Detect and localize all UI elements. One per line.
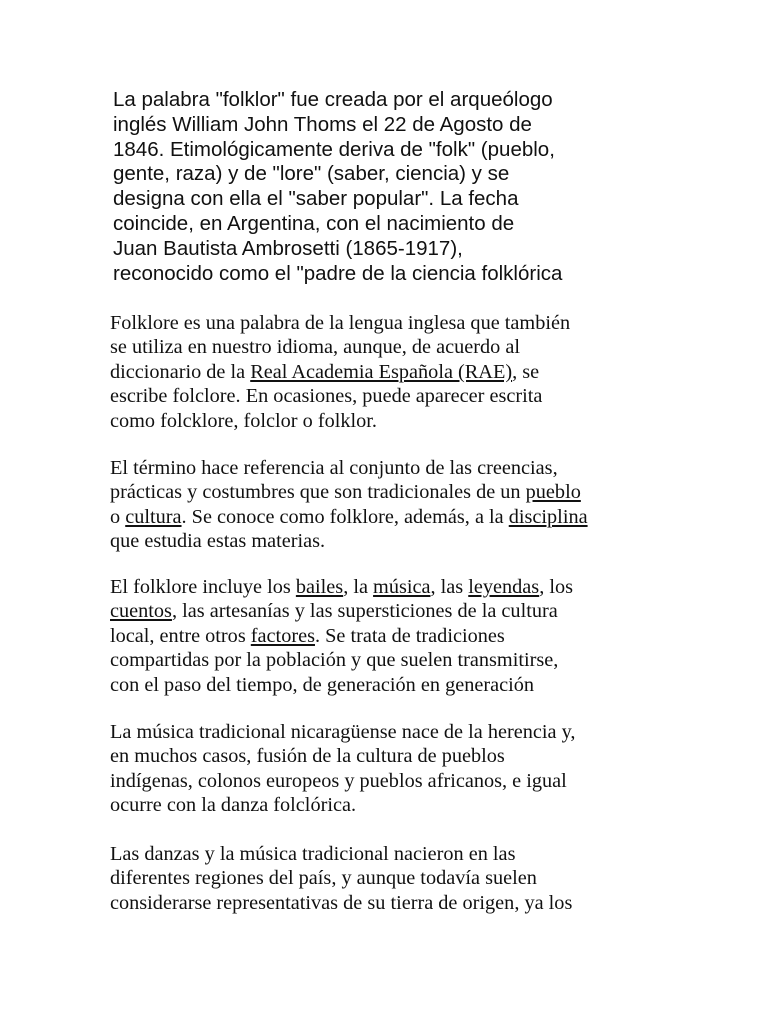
link-cultura[interactable]: cultura xyxy=(125,505,182,528)
paragraph-line: indígenas, colonos europeos y pueblos africanos, e igual xyxy=(110,769,567,792)
paragraph-line: El término hace referencia al conjunto de las creencias, xyxy=(110,457,558,479)
intro-line: inglés William John Thoms el 22 de Agosto de xyxy=(113,112,532,136)
paragraph-line: diferentes regiones del país, y aunque todavía suelen xyxy=(110,867,537,890)
link-cuentos[interactable]: cuentos xyxy=(110,600,172,623)
paragraph-folklore-definition xyxy=(110,311,690,433)
paragraph-line xyxy=(110,575,690,599)
paragraph-line: escribe folclore. En ocasiones, puede aparecer escrita xyxy=(110,385,543,408)
intro-line: 1846. Etimológicamente deriva de "folk" (pueblo, xyxy=(113,137,555,161)
text-run: , las xyxy=(430,576,469,598)
paragraph-line: ocurre con la danza folclórica. xyxy=(110,794,357,817)
link-disciplina[interactable]: disciplina xyxy=(508,505,588,528)
paragraph-line: en muchos casos, fusión de la cultura de pueblos xyxy=(110,745,505,768)
text-run: , se xyxy=(512,360,540,383)
paragraph-line: como folcklore, folclor o folklor. xyxy=(110,409,377,432)
text-run: local, entre otros xyxy=(110,624,251,647)
intro-paragraph xyxy=(113,88,673,286)
link-factores[interactable]: factores xyxy=(250,624,315,647)
text-run: o xyxy=(110,505,126,528)
paragraph-nicaraguan-music xyxy=(110,720,690,818)
link-musica[interactable]: música xyxy=(373,576,431,598)
paragraph-line xyxy=(110,360,690,384)
paragraph-line: Folklore es una palabra de la lengua inglesa que también xyxy=(110,312,571,334)
paragraph-line: Las danzas y la música tradicional nacieron en las xyxy=(110,843,516,865)
paragraph-folklore-includes xyxy=(110,575,690,697)
text-run: diccionario de la xyxy=(110,360,251,383)
paragraph-line: se utiliza en nuestro idioma, aunque, de acuerdo al xyxy=(110,336,520,359)
link-leyendas[interactable]: leyendas xyxy=(468,576,540,598)
intro-line: reconocido como el "padre de la ciencia folklórica xyxy=(113,261,563,285)
paragraph-line: compartidas por la población y que suelen transmitirse, xyxy=(110,649,559,672)
intro-line: coincide, en Argentina, con el nacimiento de xyxy=(113,211,515,235)
intro-line: gente, raza) y de "lore" (saber, ciencia) y se xyxy=(113,162,510,186)
intro-line: La palabra "folklor" fue creada por el arqueólogo xyxy=(113,88,553,111)
intro-line: Juan Bautista Ambrosetti (1865-1917), xyxy=(113,236,463,260)
paragraph-line xyxy=(110,624,690,648)
text-run: prácticas y costumbres que son tradicionales de un xyxy=(110,481,526,504)
paragraph-line xyxy=(110,480,690,504)
text-run: . Se trata de tradiciones xyxy=(314,624,505,647)
intro-line: designa con ella el "saber popular". La fecha xyxy=(113,187,519,211)
paragraph-line xyxy=(110,599,690,623)
paragraph-dances-origin xyxy=(110,842,690,915)
link-rae[interactable]: Real Academia Española (RAE) xyxy=(250,360,513,383)
text-run: , las artesanías y las supersticiones de la cultura xyxy=(171,600,558,623)
paragraph-line xyxy=(110,505,690,529)
link-pueblo[interactable]: pueblo xyxy=(525,481,581,504)
text-run: . Se conoce como folklore, además, a la xyxy=(181,505,509,528)
paragraph-term-meaning xyxy=(110,456,690,554)
paragraph-line: La música tradicional nicaragüense nace de la herencia y, xyxy=(110,721,576,743)
text-run: , los xyxy=(539,576,574,598)
paragraph-line: con el paso del tiempo, de generación en generación xyxy=(110,673,535,696)
text-run: , la xyxy=(343,576,374,598)
text-run: El folklore incluye los xyxy=(110,576,296,598)
link-bailes[interactable]: bailes xyxy=(295,576,344,598)
paragraph-line: que estudia estas materias. xyxy=(110,530,326,553)
paragraph-line: considerarse representativas de su tierra de origen, ya los xyxy=(110,891,573,914)
